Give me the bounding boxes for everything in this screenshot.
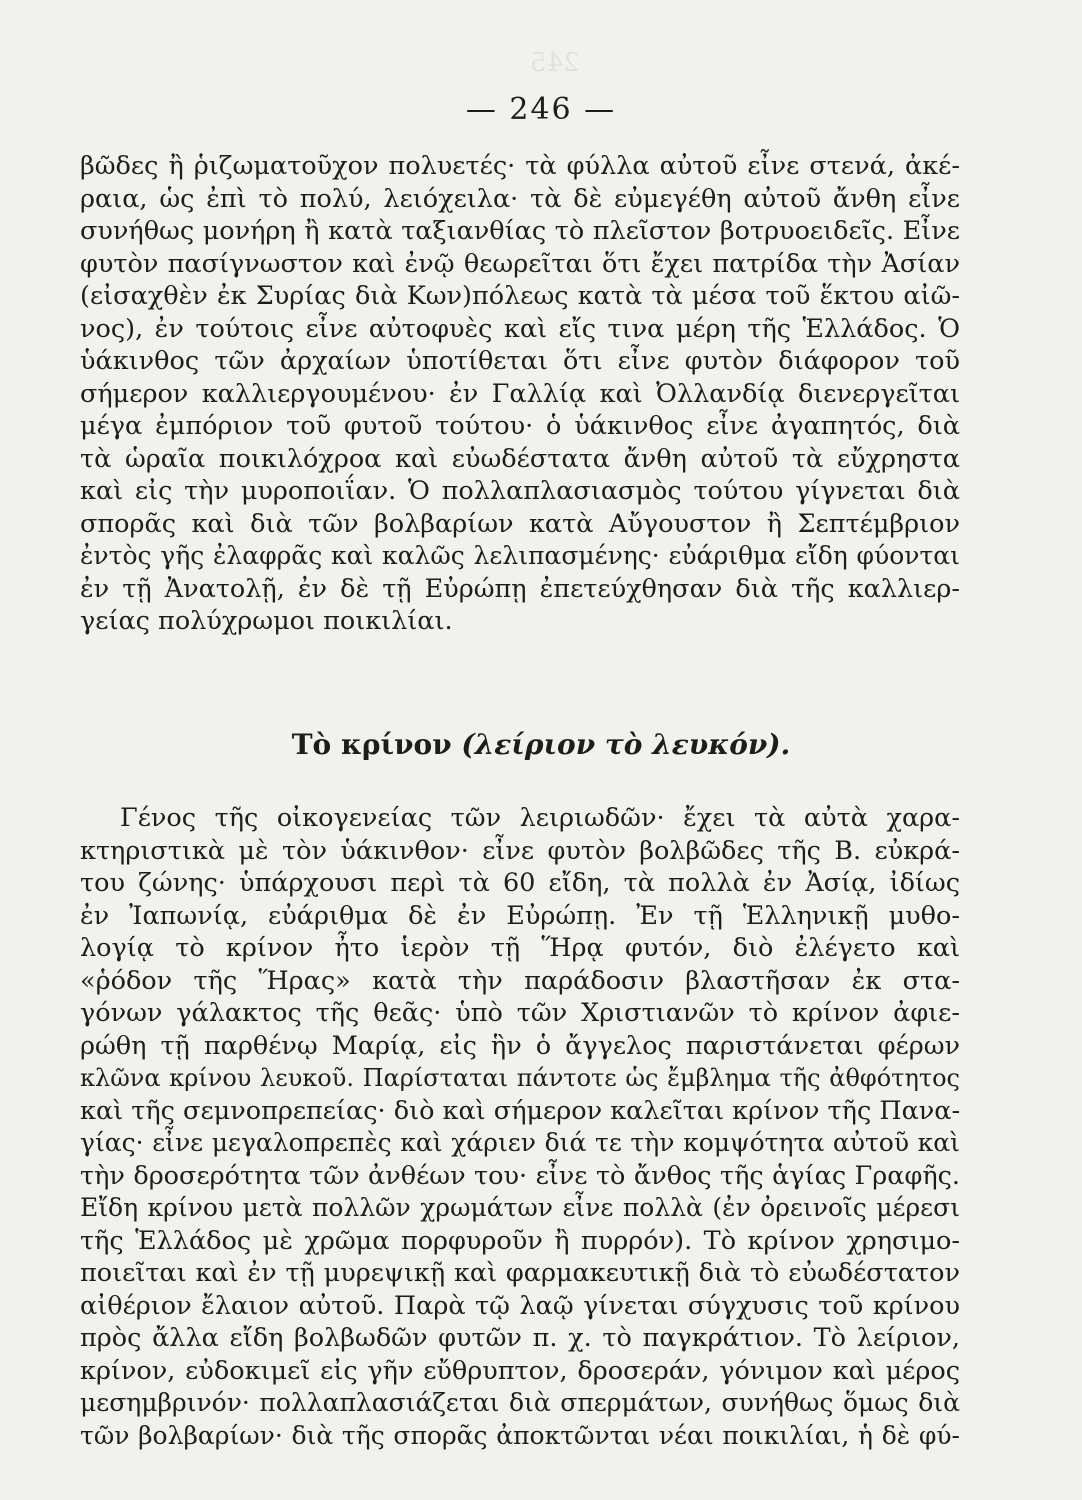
text-line: γόνων γάλακτος τῆς θεᾶς· ὑπὸ τῶν Χριστιανῶν τὸ κρίνον ἀφιε- [80,998,960,1028]
page-number: — 246 — [465,92,617,127]
text-line: τῆς Ἑλλάδος μὲ χρῶμα πορφυροῦν ἢ πυρρόν). Τὸ κρίνον χρησιμο- [80,1225,960,1256]
text-line: ἐντὸς γῆς ἐλαφρᾶς καὶ καλῶς λελιπασμένης· εὐάριθμα εἴδη φύονται [80,541,960,570]
text-line: ποιεῖται καὶ ἐν τῇ μυρεψικῇ καὶ φαρμακευτικῇ διὰ τὸ εὐωδέστατον [80,1258,960,1288]
text-line: κλῶνα κρίνου λευκοῦ. Παρίσταται πάντοτε ὡς ἔμβλημα τῆς ἀθφότητος [80,1064,960,1092]
text-line: σπορᾶς καὶ διὰ τῶν βολβαρίων κατὰ Αὔγουστον ἢ Σεπτέμβριον [80,508,960,539]
text-line: καὶ τῆς σεμνοπρεπείας· διὸ καὶ σήμερον καλεῖται κρίνον τῆς Πανα- [80,1095,961,1126]
bleed-through-page-number: 245 [530,48,580,78]
text-line: (εἰσαχθὲν ἐκ Συρίας διὰ Κων)πόλεως κατὰ τὰ μέσα τοῦ ἕκτου αἰῶ- [80,281,960,311]
text-line: πρὸς ἄλλα εἴδη βολβωδῶν φυτῶν π. χ. τὸ παγκράτιον. Τὸ λείριον, [80,1323,960,1353]
text-line: νος), ἐν τούτοις εἶνε αὐτοφυὲς καὶ εἴς τινα μέρη τῆς Ἑλλάδος. Ὁ [80,313,960,344]
paragraph-hyacinth [80,150,960,638]
text-line: σήμερον καλλιεργουμένου· ἐν Γαλλίᾳ καὶ Ὀλλανδίᾳ διενεργεῖται [80,378,960,409]
text-line: γείας πολύχρωμοι ποικιλίαι. [80,606,453,636]
text-line: μεσημβρινόν· πολλαπλασιάζεται διὰ σπερμάτων, συνήθως ὅμως διὰ [80,1388,960,1417]
text-line: συνήθως μονήρη ἢ κατὰ ταξιανθίας τὸ πλεῖστον βοτρυοειδεῖς. Εἶνε [80,216,960,246]
text-line: Γένος τῆς οἰκογενείας τῶν λειριωδῶν· ἔχει τὰ αὐτὰ χαρα- [120,803,960,833]
text-line: ραια, ὡς ἐπὶ τὸ πολύ, λειόχειλα· τὰ δὲ εὐμεγέθη αὐτοῦ ἄνθη εἶνε [80,183,960,214]
text-line: μέγα ἐμπόριον τοῦ φυτοῦ τούτου· ὁ ὑάκινθος εἶνε ἀγαπητός, διὰ [80,411,960,441]
text-line: τὰ ὡραῖα ποικιλόχροα καὶ εὐωδέστατα ἄνθη αὐτοῦ τὰ εὔχρηστα [80,443,960,474]
text-line: αἰθέριον ἔλαιον αὐτοῦ. Παρὰ τῷ λαῷ γίνεται σύγχυσις τοῦ κρίνου [80,1290,960,1321]
text-line: τὴν δροσερότητα τῶν ἀνθέων του· εἶνε τὸ ἄνθος τῆς ἁγίας Γραφῆς. [80,1160,960,1191]
text-line: του ζώνης· ὑπάρχουσι περὶ τὰ 60 εἴδη, τὰ πολλὰ ἐν Ἀσίᾳ, ἰδίως [80,868,960,898]
text-line: τῶν βολβαρίων· διὰ τῆς σπορᾶς ἀποκτῶνται νέαι ποικιλίαι, ἡ δὲ φύ- [80,1420,960,1450]
paragraph-lily [80,802,960,1452]
text-line: ρώθη τῇ παρθένῳ Μαρίᾳ, εἰς ἣν ὁ ἄγγελος παριστάνεται φέρων [80,1030,960,1061]
text-line: κτηριστικὰ μὲ τὸν ὑάκινθον· εἶνε φυτὸν βολβῶδες τῆς Β. εὐκρά- [80,835,960,866]
text-line: βῶδες ἢ ῥιζωματοῦχον πολυετές· τὰ φύλλα αὐτοῦ εἶνε στενά, ἀκέ- [80,151,960,181]
text-line: ἐν τῇ Ἀνατολῇ, ἐν δὲ τῇ Εὐρώπῃ ἐπετεύχθησαν διὰ τῆς καλλιερ- [80,573,960,604]
text-line: γίας· εἶνε μεγαλοπρεπὲς καὶ χάριεν διά τε τὴν κομψότητα αὐτοῦ καὶ [80,1128,960,1157]
text-line: Εἴδη κρίνου μετὰ πολλῶν χρωμάτων εἶνε πολλὰ (ἐν ὀρεινοῖς μέρεσι [80,1193,960,1222]
text-line: ὑάκινθος τῶν ἀρχαίων ὑποτίθεται ὅτι εἶνε φυτὸν διάφορον τοῦ [80,346,960,376]
text-line: φυτὸν πασίγνωστον καὶ ἐνῷ θεωρεῖται ὅτι ἔχει πατρίδα τὴν Ἀσίαν [80,248,960,279]
text-line: κρίνον, εὐδοκιμεῖ εἰς γῆν εὔθρυπτον, δροσεράν, γόνιμον καὶ μέρος [80,1355,960,1386]
text-line: ἐν Ἰαπωνίᾳ, εὐάριθμα δὲ ἐν Εὐρώπῃ. Ἐν τῇ Ἑλληνικῇ μυθο- [80,900,960,931]
text-line: καὶ εἰς τὴν μυροποιΐαν. Ὁ πολλαπλασιασμὸς τούτου γίγνεται διὰ [80,476,960,506]
heading-main: Τὸ κρίνον [291,728,452,761]
text-line: λογίᾳ τὸ κρίνον ἦτο ἱερὸν τῇ Ἥρᾳ φυτόν, διὸ ἐλέγετο καὶ [80,933,960,963]
text-line: «ῥόδον τῆς Ἥρας» κατὰ τὴν παράδοσιν βλαστῆσαν ἐκ στα- [80,965,960,996]
section-heading [0,728,1082,761]
heading-subtitle: (λείριον τὸ λευκόν). [461,728,791,761]
